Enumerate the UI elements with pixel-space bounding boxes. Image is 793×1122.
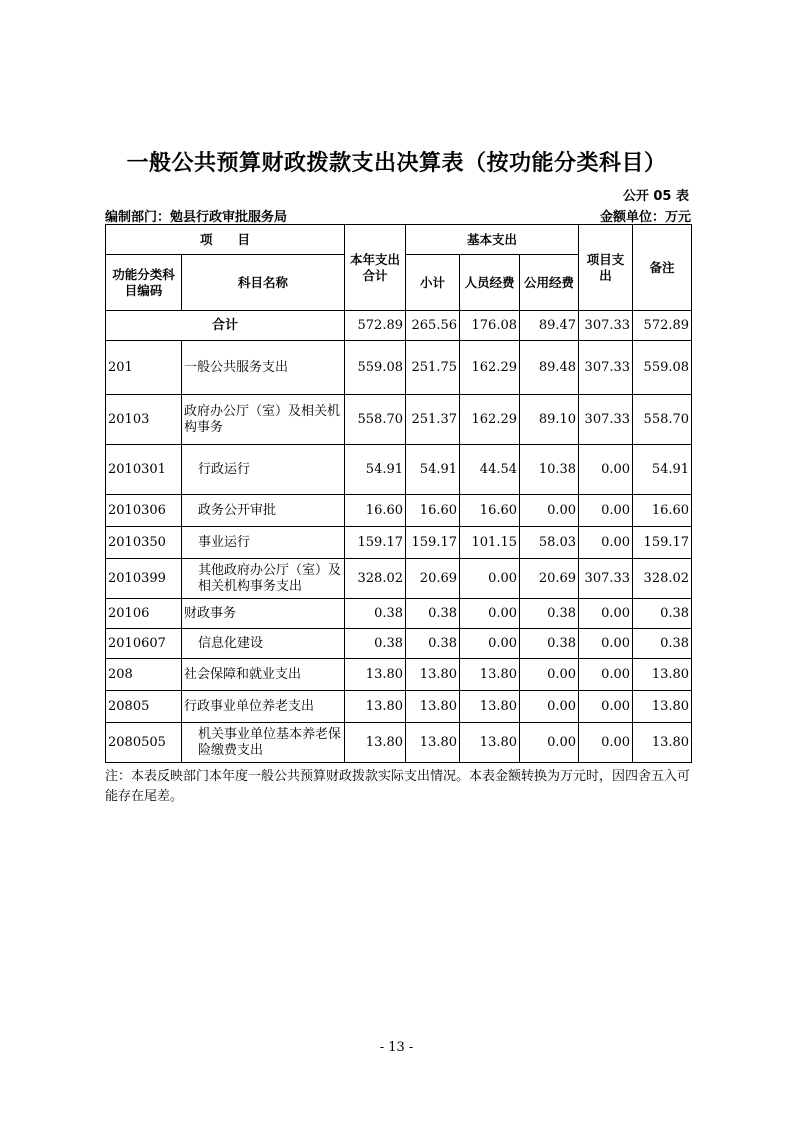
header-project: 项目支出 xyxy=(579,225,633,311)
total-value: 572.89 xyxy=(345,311,406,341)
table-row xyxy=(106,659,692,691)
amount-cell: 558.70 xyxy=(633,395,692,445)
table-row xyxy=(106,629,692,659)
amount-cell: 558.70 xyxy=(345,395,406,445)
amount-cell: 89.10 xyxy=(520,395,579,445)
amount-cell: 159.17 xyxy=(406,527,460,559)
amount-cell: 101.15 xyxy=(460,527,520,559)
meta-line xyxy=(105,206,691,225)
expenditure-table xyxy=(105,224,692,763)
amount-cell: 89.48 xyxy=(520,341,579,395)
amount-cell: 0.00 xyxy=(520,723,579,763)
amount-cell: 13.80 xyxy=(460,659,520,691)
amount-cell: 16.60 xyxy=(345,495,406,527)
total-label: 合计 xyxy=(106,311,345,341)
header-subtotal: 小计 xyxy=(406,255,460,311)
header-code: 功能分类科目编码 xyxy=(106,255,182,311)
amount-cell: 0.38 xyxy=(406,629,460,659)
table-row xyxy=(106,445,692,495)
amount-cell: 307.33 xyxy=(579,395,633,445)
subject-code: 208 xyxy=(106,659,182,691)
table-row xyxy=(106,559,692,599)
amount-cell: 0.00 xyxy=(460,559,520,599)
amount-cell: 58.03 xyxy=(520,527,579,559)
amount-cell: 0.00 xyxy=(579,599,633,629)
table-row xyxy=(106,495,692,527)
total-value: 176.08 xyxy=(460,311,520,341)
header-name: 科目名称 xyxy=(182,255,345,311)
amount-cell: 559.08 xyxy=(633,341,692,395)
subject-code: 2080505 xyxy=(106,723,182,763)
amount-cell: 0.00 xyxy=(460,629,520,659)
table-row xyxy=(106,341,692,395)
amount-cell: 10.38 xyxy=(520,445,579,495)
subject-name: 一般公共服务支出 xyxy=(182,341,345,395)
amount-cell: 13.80 xyxy=(345,659,406,691)
amount-cell: 20.69 xyxy=(520,559,579,599)
subject-name: 行政运行 xyxy=(182,445,345,495)
amount-cell: 307.33 xyxy=(579,559,633,599)
subject-code: 2010607 xyxy=(106,629,182,659)
amount-cell: 13.80 xyxy=(345,723,406,763)
amount-cell: 0.00 xyxy=(520,691,579,723)
amount-cell: 328.02 xyxy=(633,559,692,599)
amount-cell: 54.91 xyxy=(633,445,692,495)
amount-cell: 0.00 xyxy=(579,723,633,763)
amount-cell: 13.80 xyxy=(633,691,692,723)
total-row xyxy=(106,311,692,341)
subject-name: 财政事务 xyxy=(182,599,345,629)
total-value: 307.33 xyxy=(579,311,633,341)
subject-code: 201 xyxy=(106,341,182,395)
amount-cell: 0.38 xyxy=(633,629,692,659)
amount-cell: 13.80 xyxy=(406,691,460,723)
header-personnel: 人员经费 xyxy=(460,255,520,311)
subject-name: 行政事业单位养老支出 xyxy=(182,691,345,723)
subject-name: 政府办公厅（室）及相关机构事务 xyxy=(182,395,345,445)
page-number: - 13 - xyxy=(379,1040,414,1055)
amount-cell: 0.38 xyxy=(406,599,460,629)
subject-name: 政务公开审批 xyxy=(182,495,345,527)
amount-cell: 159.17 xyxy=(633,527,692,559)
subject-code: 20805 xyxy=(106,691,182,723)
amount-cell: 0.00 xyxy=(579,495,633,527)
amount-cell: 0.00 xyxy=(520,495,579,527)
header-item: 项 目 xyxy=(106,225,345,255)
subject-code: 2010350 xyxy=(106,527,182,559)
amount-cell: 13.80 xyxy=(633,723,692,763)
amount-cell: 0.00 xyxy=(579,527,633,559)
amount-cell: 559.08 xyxy=(345,341,406,395)
total-value: 265.56 xyxy=(406,311,460,341)
header-public: 公用经费 xyxy=(520,255,579,311)
amount-cell: 0.00 xyxy=(579,691,633,723)
amount-cell: 16.60 xyxy=(406,495,460,527)
subject-name: 事业运行 xyxy=(182,527,345,559)
subject-name: 社会保障和就业支出 xyxy=(182,659,345,691)
table-row xyxy=(106,527,692,559)
amount-cell: 162.29 xyxy=(460,341,520,395)
subject-code: 20106 xyxy=(106,599,182,629)
amount-cell: 13.80 xyxy=(345,691,406,723)
amount-cell: 13.80 xyxy=(460,691,520,723)
subject-name: 机关事业单位基本养老保险缴费支出 xyxy=(182,723,345,763)
amount-cell: 162.29 xyxy=(460,395,520,445)
amount-cell: 13.80 xyxy=(460,723,520,763)
amount-cell: 0.38 xyxy=(520,599,579,629)
table-row xyxy=(106,395,692,445)
amount-cell: 159.17 xyxy=(345,527,406,559)
amount-cell: 0.00 xyxy=(579,659,633,691)
header-total: 本年支出合计 xyxy=(345,225,406,311)
amount-cell: 0.38 xyxy=(520,629,579,659)
amount-cell: 0.00 xyxy=(579,629,633,659)
amount-cell: 0.00 xyxy=(460,599,520,629)
compiling-unit: 编制部门：勉县行政审批服务局 xyxy=(105,210,288,225)
subject-code: 20103 xyxy=(106,395,182,445)
subject-code: 2010301 xyxy=(106,445,182,495)
amount-cell: 20.69 xyxy=(406,559,460,599)
page-title: 一般公共预算财政拨款支出决算表（按功能分类科目） xyxy=(126,151,667,176)
total-value: 572.89 xyxy=(633,311,692,341)
amount-cell: 54.91 xyxy=(345,445,406,495)
amount-cell: 16.60 xyxy=(460,495,520,527)
amount-cell: 0.38 xyxy=(345,599,406,629)
subject-name: 其他政府办公厅（室）及相关机构事务支出 xyxy=(182,559,345,599)
table-row xyxy=(106,691,692,723)
table-row xyxy=(106,723,692,763)
amount-cell: 0.38 xyxy=(345,629,406,659)
subject-code: 2010399 xyxy=(106,559,182,599)
amount-cell: 0.00 xyxy=(520,659,579,691)
amount-cell: 251.37 xyxy=(406,395,460,445)
total-value: 89.47 xyxy=(520,311,579,341)
header-remark: 备注 xyxy=(633,225,692,311)
amount-unit: 金额单位：万元 xyxy=(599,210,691,225)
subject-name: 信息化建设 xyxy=(182,629,345,659)
amount-cell: 307.33 xyxy=(579,341,633,395)
amount-cell: 44.54 xyxy=(460,445,520,495)
table-row xyxy=(106,599,692,629)
amount-cell: 13.80 xyxy=(406,723,460,763)
footnote: 注：本表反映部门本年度一般公共预算财政拨款实际支出情况。本表金额转换为万元时，因四舍五入可能存在尾差。 xyxy=(105,769,691,804)
amount-cell: 0.00 xyxy=(579,445,633,495)
amount-cell: 16.60 xyxy=(633,495,692,527)
amount-cell: 13.80 xyxy=(406,659,460,691)
amount-cell: 0.38 xyxy=(633,599,692,629)
subject-code: 2010306 xyxy=(106,495,182,527)
amount-cell: 251.75 xyxy=(406,341,460,395)
amount-cell: 54.91 xyxy=(406,445,460,495)
amount-cell: 328.02 xyxy=(345,559,406,599)
table-number: 公开 05 表 xyxy=(622,189,689,204)
amount-cell: 13.80 xyxy=(633,659,692,691)
header-basic: 基本支出 xyxy=(406,225,579,255)
